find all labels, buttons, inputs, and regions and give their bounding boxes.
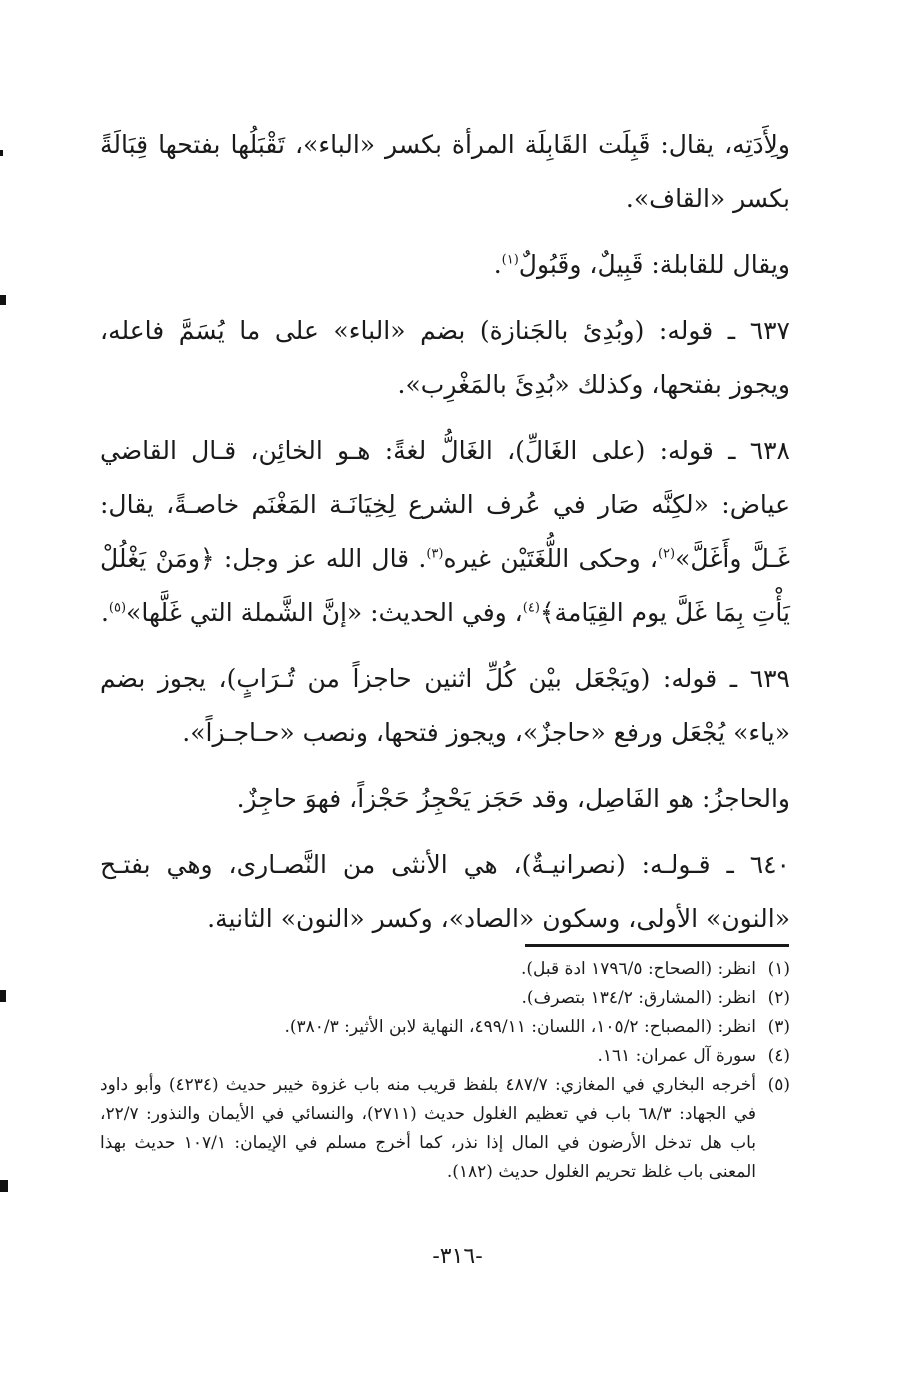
paragraph-640 xyxy=(100,838,790,946)
footnote-3 xyxy=(100,1013,790,1042)
scan-mark-top xyxy=(0,150,3,156)
footnote-text: انظر: (الصحاح: ١٧٩٦/٥ ادة قبل). xyxy=(520,959,756,979)
paragraph-hajiz xyxy=(100,772,790,826)
paragraph-text: ٦٣٩ ـ قوله: (ويَجْعَل بيْن كُلِّ اثنين حاجزاً من تُـرَابٍ)، يجوز بضم «ياء» يُجْعَل ورفع «حاجزٌ»، ويجوز فتحها، ونصب «حـاجـزاً». xyxy=(100,664,790,747)
paragraph-639 xyxy=(100,652,790,760)
scan-mark-upper xyxy=(0,295,6,305)
footnotes xyxy=(100,955,790,1187)
paragraph-text: والحاجزُ: هو الفَاصِل، وقد حَجَز يَحْجِزُ حَجْزاً، فهوَ حاجِزٌ. xyxy=(236,784,790,813)
main-text xyxy=(100,118,790,958)
footnote-2 xyxy=(100,984,790,1013)
footnote-text: سورة آل عمران: ١٦١. xyxy=(597,1046,756,1066)
footnote-5 xyxy=(100,1071,790,1187)
footnote-text: أخرجه البخاري في المغازي: ٤٨٧/٧ بلفظ قريب منه باب غزوة خيبر حديث (٤٢٣٤) وأبو داود في الجهاد: ٦٨/٣ باب في تعظيم الغلول حديث (٢٧١١)، والنسائي في الأيمان والنذور: ٢٢/٧، باب هل تدخل الأرضون في المال إذا نذر، كما أخرج مسلم في الإيمان: ١٠٧/١ حديث بهذا المعنى باب غلظ تحريم الغلول حديث (١٨٢). xyxy=(100,1075,757,1182)
footnote-4 xyxy=(100,1042,790,1071)
scan-mark-lower xyxy=(0,1180,8,1192)
paragraph-637 xyxy=(100,304,790,412)
footnote-divider xyxy=(525,944,789,947)
footnote-marker-4[interactable]: (٤) xyxy=(522,600,540,616)
paragraph-text: ٦٤٠ ـ قـولـه: (نصرانيـةٌ)، هي الأنثى من النَّصـارى، وهي بفتـح «النون» الأولى، وسكون «الصاد»، وكسر «النون» الثانية. xyxy=(100,850,790,933)
paragraph-text: . قال الله عز وجل: ﴿ومَنْ يَغْلُلْ يَأْتِ بِمَا غَلَّ يوم القِيَامة﴾ xyxy=(100,544,790,627)
footnote-number: (٥) xyxy=(767,1075,790,1095)
footnote-number: (١) xyxy=(767,959,790,979)
paragraph-text: ٦٣٨ ـ قوله: (على الغَالِّ)، الغَالُّ لغةً: هـو الخائِن، قـال القاضي عياض: «لكِنَّه صَار في عُرف الشرع لِخِيَانَـة المَغْنَم خاصـةً، يقال: غَـلَّ وأَغَلَّ» xyxy=(100,436,791,573)
paragraph-text: ٦٣٧ ـ قوله: (وبُدِئ بالجَنازة) بضم «الباء» على ما يُسَمَّ فاعله، ويجوز بفتحها، وكذلك «بُدِئَ بالمَغْرِب». xyxy=(100,316,790,399)
paragraph-638: ٦٣٨ ـ قوله: (على الغَالِّ)، الغَالُّ لغةً: هـو الخائِن، قـال القاضي عياض: «لكِنَّه صَار في عُرف الشرع لِخِيَانَـة المَغْنَم خاصـةً، يقال: غَـلَّ وأَغَلَّ»$^{(٢)}$، وحكى اللُّغَتَيْن غيره$^{(٣)}$. قال الله عز وجل: ﴿ومَنْ يَغْلُلْ يَأْتِ بِمَا غَلَّ يوم القِيَامة﴾$^{(٤)}$، وفي الحديث: «إنَّ الشَّملة التي غَلَّها»$^{(٥)}$. xyxy=(100,436,791,627)
paragraph-text: ويقال للقابلة: قَبِيلٌ، وقَبُولٌ xyxy=(518,250,790,279)
footnote-marker-2[interactable]: (٢) xyxy=(657,546,676,562)
page-number: -٣١٦- xyxy=(432,1244,483,1269)
paragraph-intro xyxy=(100,118,790,226)
paragraph-text: ، وحكى اللُّغَتَيْن غيره xyxy=(443,544,658,573)
footnote-marker-1[interactable]: (١) xyxy=(501,252,519,268)
footnote-marker-3[interactable]: (٣) xyxy=(426,546,444,562)
footnote-number: (٢) xyxy=(767,988,790,1008)
footnote-text: انظر: (المصباح: ١٠٥/٢، اللسان: ٤٩٩/١١، النهاية لابن الأثير: ٣٨٠/٣). xyxy=(284,1017,756,1037)
footnote-1 xyxy=(100,955,790,984)
paragraph-text: ولِأَدَتِه، يقال: قَبِلَت القَابِلَة المرأة بكسر «الباء»، تَقْبَلُها بفتحها قِبَالَةً بكسر «القاف». xyxy=(100,130,790,213)
footnote-marker-5[interactable]: (٥) xyxy=(108,600,127,616)
footnote-number: (٤) xyxy=(767,1046,790,1066)
paragraph-qabil: ويقال للقابلة: قَبِيلٌ، وقَبُولٌ$^{(١)}$. xyxy=(493,250,790,279)
footnote-number: (٣) xyxy=(767,1017,790,1037)
footnote-text: انظر: (المشارق: ١٣٤/٢ بتصرف). xyxy=(521,988,756,1008)
scan-mark-middle xyxy=(0,990,6,1002)
paragraph-text: ، وفي الحديث: «إنَّ الشَّملة التي غَلَّها» xyxy=(126,598,523,627)
